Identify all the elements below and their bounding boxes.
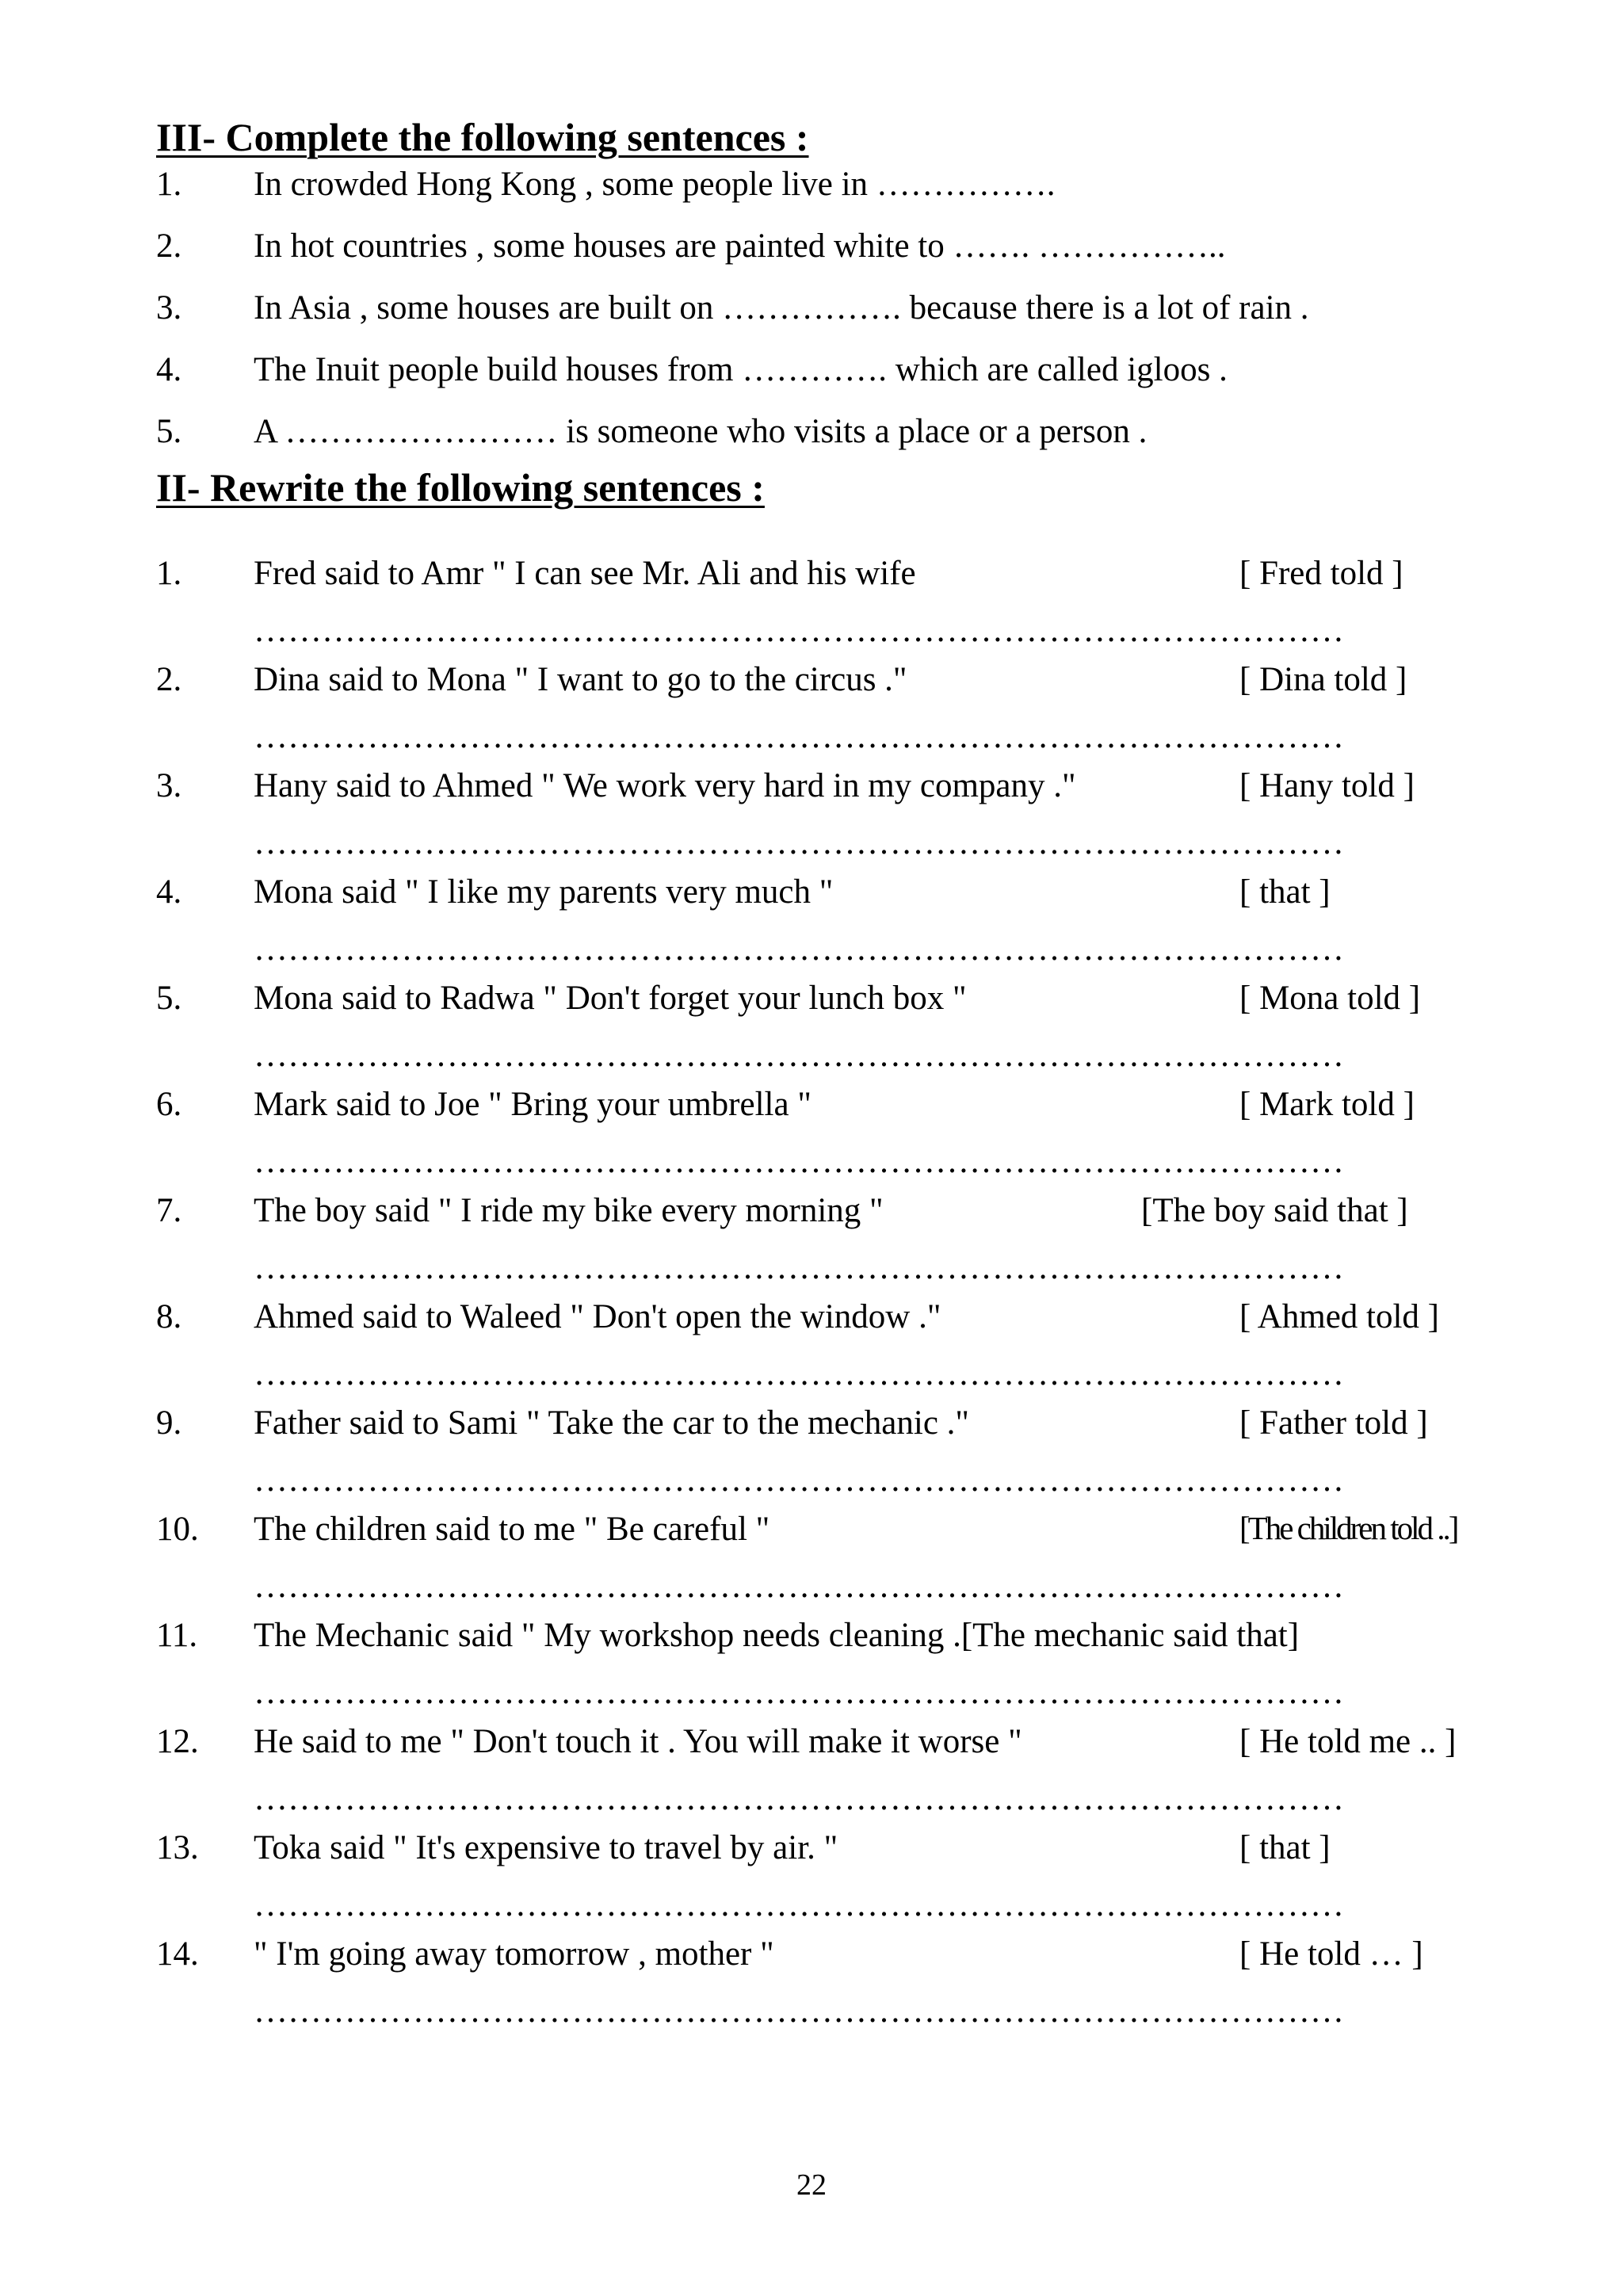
answer-line[interactable]: ……………………………………………………………………………………	[254, 824, 1344, 861]
item-number: 1.	[156, 555, 182, 592]
page-number: 22	[796, 2168, 827, 2202]
item-hint: [ that ]	[1239, 873, 1331, 911]
item-text: Hany said to Ahmed " We work very hard in my company ."	[254, 767, 1076, 804]
item-number: 10.	[156, 1511, 199, 1548]
item-hint: [ Hany told ]	[1239, 767, 1415, 804]
item-number: 1.	[156, 166, 182, 203]
item-text: In Asia , some houses are built on ……………. because there is a lot of rain .	[254, 289, 1309, 327]
answer-line[interactable]: ……………………………………………………………………………………	[254, 1780, 1344, 1817]
item-number: 8.	[156, 1298, 182, 1335]
answer-line[interactable]: ……………………………………………………………………………………	[254, 1037, 1344, 1074]
item-text: In hot countries , some houses are painted white to ……. ……………..	[254, 227, 1226, 265]
item-number: 13.	[156, 1829, 199, 1866]
item-text: Mona said " I like my parents very much "	[254, 873, 834, 911]
item-hint: [ Fred told ]	[1239, 555, 1403, 592]
item-number: 14.	[156, 1935, 199, 1973]
answer-line[interactable]: ……………………………………………………………………………………	[254, 612, 1344, 649]
item-hint: [ Mona told ]	[1239, 980, 1421, 1017]
item-number: 12.	[156, 1723, 199, 1760]
item-text: A …………………… is someone who visits a place or a person .	[254, 413, 1148, 450]
item-number: 3.	[156, 289, 182, 327]
answer-line[interactable]: ……………………………………………………………………………………	[254, 930, 1344, 968]
item-hint: [ Dina told ]	[1239, 661, 1407, 698]
item-number: 9.	[156, 1404, 182, 1442]
answer-line[interactable]: ……………………………………………………………………………………	[254, 1992, 1344, 2030]
item-text: " I'm going away tomorrow , mother "	[254, 1935, 774, 1973]
item-text: Mona said to Radwa " Don't forget your lunch box "	[254, 980, 967, 1017]
item-hint: [ Mark told ]	[1239, 1086, 1415, 1123]
item-hint: [ Father told ]	[1239, 1404, 1428, 1442]
item-text: He said to me " Don't touch it . You will make it worse "	[254, 1723, 1022, 1760]
item-hint: [ Ahmed told ]	[1239, 1298, 1439, 1335]
item-text: Ahmed said to Waleed " Don't open the window ."	[254, 1298, 941, 1335]
answer-line[interactable]: ……………………………………………………………………………………	[254, 1355, 1344, 1392]
answer-line[interactable]: ……………………………………………………………………………………	[254, 718, 1344, 755]
item-text: Mark said to Joe " Bring your umbrella "	[254, 1086, 812, 1123]
item-number: 3.	[156, 767, 182, 804]
item-text: Fred said to Amr " I can see Mr. Ali and his wife	[254, 555, 916, 592]
item-number: 5.	[156, 980, 182, 1017]
item-hint: [ that ]	[1239, 1829, 1331, 1866]
item-hint: [The boy said that ]	[1141, 1192, 1408, 1229]
item-number: 11.	[156, 1617, 198, 1654]
item-number: 4.	[156, 351, 182, 388]
item-text: The children said to me " Be careful "	[254, 1511, 770, 1548]
item-number: 5.	[156, 413, 182, 450]
answer-line[interactable]: ……………………………………………………………………………………	[254, 1249, 1344, 1286]
section-complete-heading: III- Complete the following sentences :	[156, 115, 809, 159]
item-number: 2.	[156, 661, 182, 698]
item-number: 7.	[156, 1192, 182, 1229]
item-hint: [ He told me .. ]	[1239, 1723, 1457, 1760]
item-hint: [The children told ..]	[1239, 1510, 1457, 1546]
item-text: Toka said " It's expensive to travel by air. "	[254, 1829, 838, 1866]
item-text: The boy said " I ride my bike every morning "	[254, 1192, 884, 1229]
item-text: In crowded Hong Kong , some people live in …………….	[254, 166, 1056, 203]
item-text: The Inuit people build houses from …………. which are called igloos .	[254, 351, 1228, 388]
item-number: 6.	[156, 1086, 182, 1123]
item-text: Father said to Sami " Take the car to the mechanic ."	[254, 1404, 969, 1442]
item-text: The Mechanic said " My workshop needs cleaning .[The mechanic said that]	[254, 1617, 1300, 1654]
answer-line[interactable]: ……………………………………………………………………………………	[254, 1886, 1344, 1924]
answer-line[interactable]: ……………………………………………………………………………………	[254, 1674, 1344, 1711]
item-hint: [ He told … ]	[1239, 1935, 1423, 1973]
item-number: 2.	[156, 227, 182, 265]
item-number: 4.	[156, 873, 182, 911]
section-rewrite-heading: II- Rewrite the following sentences :	[156, 465, 765, 510]
answer-line[interactable]: ……………………………………………………………………………………	[254, 1461, 1344, 1499]
answer-line[interactable]: ……………………………………………………………………………………	[254, 1143, 1344, 1180]
answer-line[interactable]: ……………………………………………………………………………………	[254, 1568, 1344, 1605]
item-text: Dina said to Mona " I want to go to the circus ."	[254, 661, 907, 698]
